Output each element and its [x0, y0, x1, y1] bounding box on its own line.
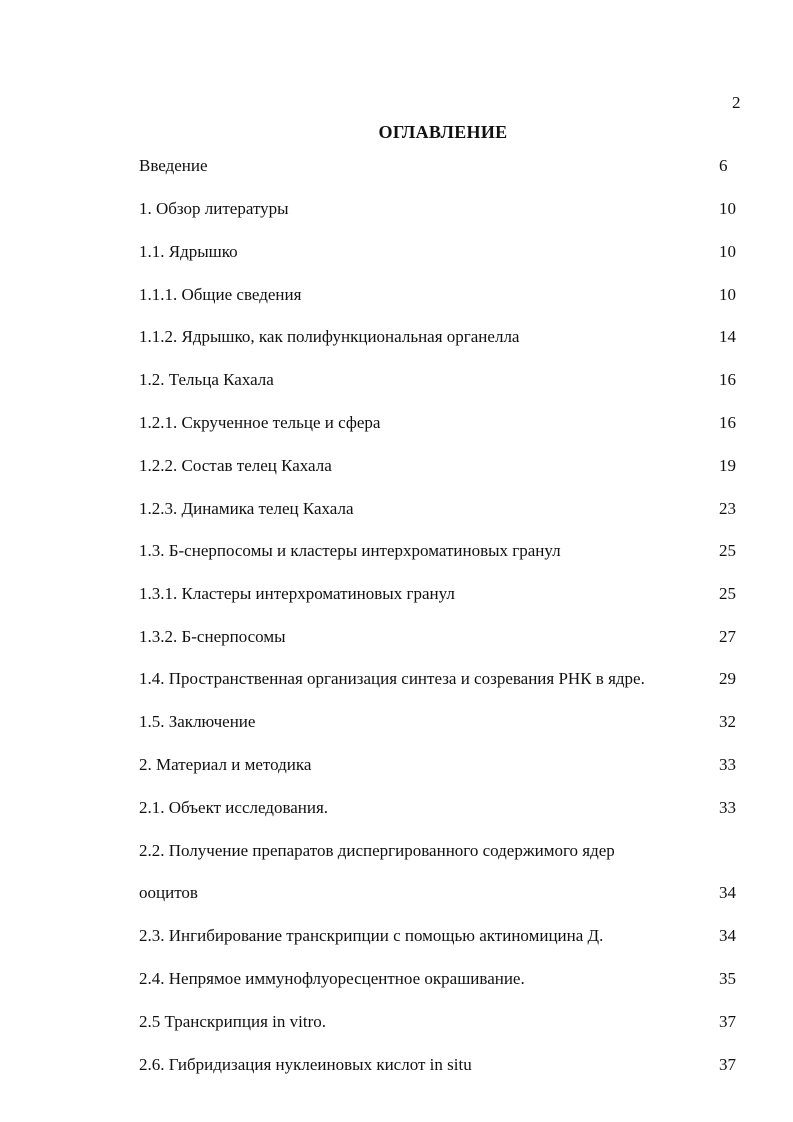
- toc-entry-text: 1.3. Б-снерпосомы и кластеры интерхроматиновых гранул: [139, 541, 561, 560]
- toc-entry-page: 25: [719, 584, 736, 603]
- toc-title: ОГЛАВЛЕНИЕ: [378, 122, 508, 142]
- toc-entry-page: 10: [719, 199, 736, 218]
- toc-entry-page: 16: [719, 370, 736, 389]
- toc-entry-text: 1.3.2. Б-снерпосомы: [139, 627, 286, 646]
- toc-entry-page: 37: [719, 1012, 736, 1031]
- toc-entry-page: 32: [719, 712, 736, 731]
- toc-entry-page: 19: [719, 456, 736, 475]
- toc-entry-text: 1.4. Пространственная организация синтеза и созревания РНК в ядре.: [139, 669, 645, 688]
- toc-entry-text: 1.2.2. Состав телец Кахала: [139, 456, 332, 475]
- toc-entry-page: 14: [719, 327, 736, 346]
- toc-entry-page: 33: [719, 755, 736, 774]
- toc-entry-page: 33: [719, 798, 736, 817]
- toc-entry-text: 1.2.3. Динамика телец Кахала: [139, 499, 354, 518]
- toc-entry-text: 1.2. Тельца Кахала: [139, 370, 274, 389]
- page-number: 2: [732, 93, 741, 112]
- toc-entry-text: 2.5 Транскрипция in vitro.: [139, 1012, 326, 1031]
- toc-entry-page: 23: [719, 499, 736, 518]
- toc-entry-page: 37: [719, 1055, 736, 1074]
- toc-entry-text: 1.5. Заключение: [139, 712, 256, 731]
- toc-entry-page: 35: [719, 969, 736, 988]
- toc-entry-text: 1.3.1. Кластеры интерхроматиновых гранул: [139, 584, 455, 603]
- toc-entry-text: 1.1.2. Ядрышко, как полифункциональная органелла: [139, 327, 520, 346]
- toc-entry-text: 2. Материал и методика: [139, 755, 312, 774]
- toc-entry-page: 27: [719, 627, 736, 646]
- toc-entry-text: 2.3. Ингибирование транскрипции с помощью актиномицина Д.: [139, 926, 604, 945]
- toc-entry-page: 34: [719, 926, 736, 945]
- toc-entry-page: 10: [719, 242, 736, 261]
- toc-entry-text: 2.1. Объект исследования.: [139, 798, 329, 817]
- toc-entry-text: 1.1.1. Общие сведения: [139, 285, 302, 304]
- toc-entry-text: 1.2.1. Скрученное тельце и сфера: [139, 413, 381, 432]
- toc-entry-text: 1.1. Ядрышко: [139, 242, 238, 261]
- toc-entry-page: 6: [719, 156, 728, 175]
- toc-entry-page: 34: [719, 883, 736, 902]
- toc-entry-text-continued: ооцитов: [139, 883, 198, 902]
- toc-entry-page: 16: [719, 413, 736, 432]
- toc-entry-page: 10: [719, 285, 736, 304]
- toc-entry-text: 2.6. Гибридизация нуклеиновых кислот in situ: [139, 1055, 472, 1074]
- toc-entry-text: 2.2. Получение препаратов диспергированного содержимого ядер: [139, 841, 615, 860]
- toc-entry-page: 25: [719, 541, 736, 560]
- toc-entry-text: 1. Обзор литературы: [139, 199, 289, 218]
- toc-entry-text: 2.4. Непрямое иммунофлуоресцентное окрашивание.: [139, 969, 525, 988]
- toc-entry-text: Введение: [139, 156, 208, 175]
- toc-entry-page: 29: [719, 669, 736, 688]
